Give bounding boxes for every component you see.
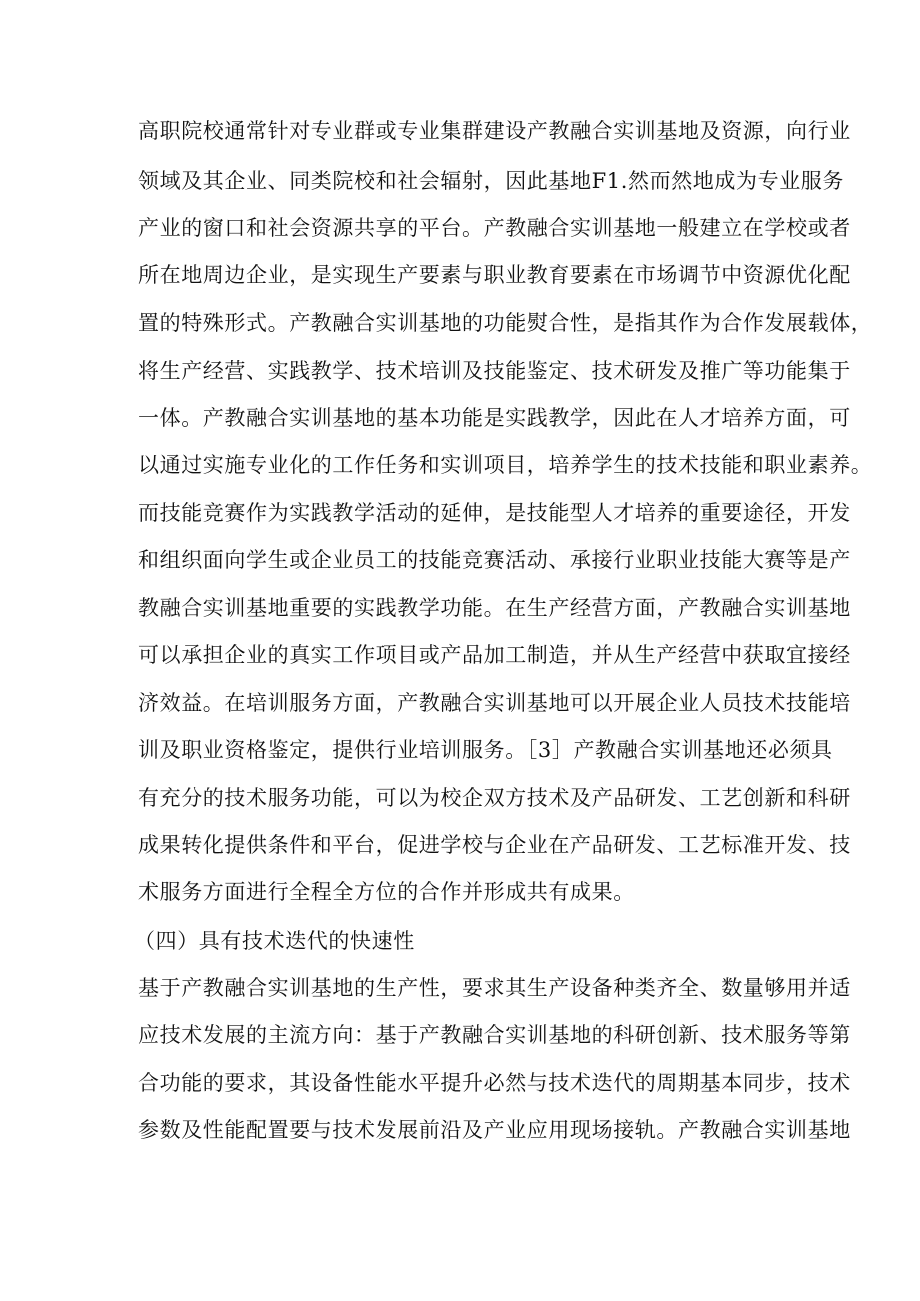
text-line: 合功能的要求，其设备性能水平提升必然与技术迭代的周期基本同步，技术 (138, 1071, 851, 1095)
text-line: 教融合实训基地重要的实践教学功能。在生产经营方面，产教融合实训基地 (138, 596, 851, 620)
text-line: 领域及其企业、同类院校和社会辐射，因此基地F1.然而然地成为专业服务 (138, 169, 845, 193)
section-heading: （四）具有技术迭代的快速性 (134, 929, 415, 953)
text-line: 成果转化提供条件和平台，促进学校与企业在产品研发、工艺标准开发、技 (138, 833, 851, 857)
text-line: 训及职业资格鉴定，提供行业培训服务。［3］产教融合实训基地还必须具 (138, 738, 833, 762)
text-line: 置的特殊形式。产教融合实训基地的功能熨合性，是指其作为合作发展载体， (138, 311, 873, 335)
text-line: 有充分的技术服务功能，可以为校企双方技术及产品研发、工艺创新和科研 (138, 786, 851, 810)
text-line: 而技能竞赛作为实践教学活动的延伸，是技能型人才培养的重要途径，开发 (138, 501, 851, 525)
text-line: 将生产经营、实践教学、技术培训及技能鉴定、技术研发及推广等功能集于 (138, 359, 851, 383)
text-line: 济效益。在培训服务方面，产教融合实训基地可以开展企业人员技术技能培 (138, 691, 851, 715)
text-line: 术服务方面进行全程全方位的合作并形成共有成果。 (138, 880, 635, 904)
text-line: 基于产教融合实训基地的生产性，要求其生产设备种类齐全、数量够用并适 (138, 976, 851, 1000)
text-line: 产业的窗口和社会资源共享的平台。产教融合实训基地一般建立在学校或者 (138, 216, 851, 240)
text-line: 所在地周边企业，是实现生产要素与职业教育要素在市场调节中资源优化配 (138, 263, 851, 287)
text-line: 和组织面向学生或企业员工的技能竞赛活动、承接行业职业技能大赛等是产 (138, 548, 851, 572)
text-line: 应技术发展的主流方向：基于产教融合实训基地的科研创新、技术服务等第 (138, 1023, 851, 1047)
text-line: 以通过实施专业化的工作任务和实训项目，培养学生的技术技能和职业素养。 (138, 453, 873, 477)
text-line: 一体。产教融合实训基地的基本功能是实践教学，因此在人才培养方面，可 (138, 406, 851, 430)
text-line: 可以承担企业的真实工作项目或产品加工制造，并从生产经营中获取宜接经 (138, 643, 851, 667)
text-line: 高职院校通常针对专业群或专业集群建设产教融合实训基地及资源，向行业 (138, 119, 851, 143)
text-line: 参数及性能配置要与技术发展前沿及产业应用现场接轨。产教融合实训基地 (138, 1118, 851, 1142)
